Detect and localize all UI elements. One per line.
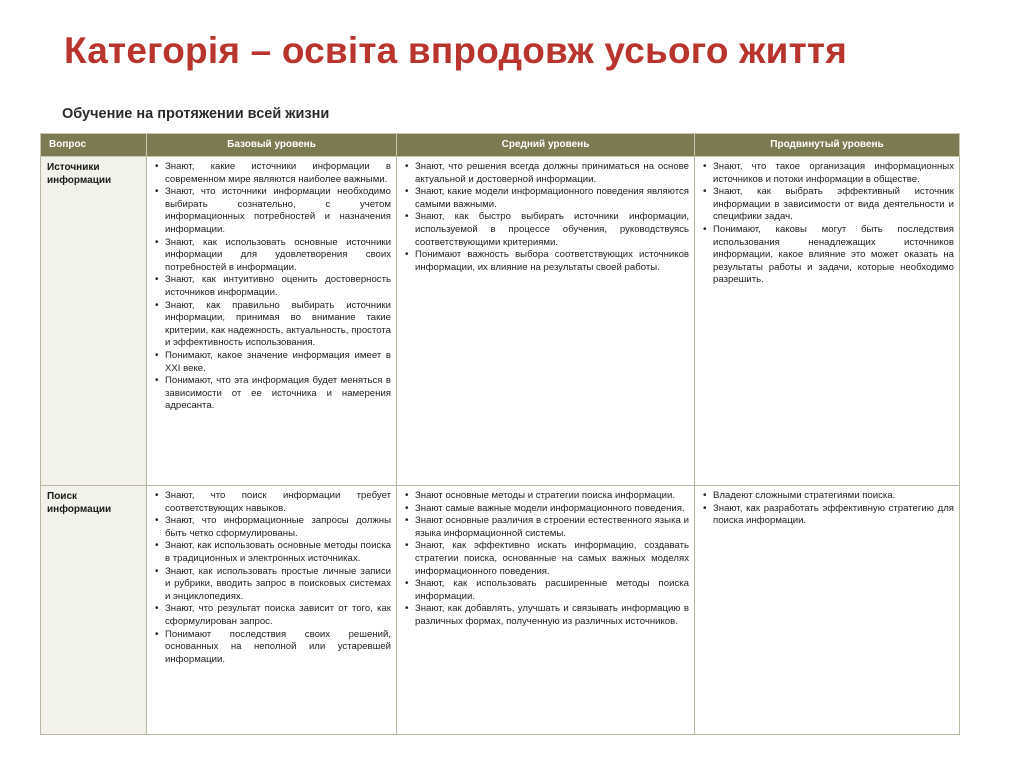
list-item: • Знают, как выбрать эффективный источник информации в зависимости от вида деятельности и специфики задач. xyxy=(700,186,954,224)
list-item: • Знают, как правильно выбирать источники информации, принимая во внимание такие критерии, как надежность, актуальность, простота и эффективность использования. xyxy=(152,300,391,350)
column-header-question: Вопрос xyxy=(41,134,147,157)
list-item: • Понимают важность выбора соответствующих источников информации, их влияние на результаты своей работы. xyxy=(402,249,689,274)
list-item: • Знают, что поиск информации требует соответствующих навыков. xyxy=(152,490,391,515)
list-item: • Знают, как использовать основные методы поиска в традиционных и электронных источниках. xyxy=(152,540,391,565)
basic-level-cell xyxy=(147,157,397,486)
bullet-list xyxy=(700,161,954,287)
list-item: • Знают основные различия в строении естественного языка и языка информационной системы. xyxy=(402,515,689,540)
bullet-list xyxy=(700,490,954,528)
list-item: • Знают, как быстро выбирать источники информации, используемой в процессе обучения, руководствуясь соответствующими критериями. xyxy=(402,211,689,249)
slide-title: Категорія – освіта впродовж усього життя xyxy=(64,30,847,71)
list-item: • Знают, как использовать основные источники информации для удовлетворения своих потребностей в информации. xyxy=(152,237,391,275)
list-item: • Знают основные методы и стратегии поиска информации. xyxy=(402,490,689,503)
list-item: • Знают, что информационные запросы должны быть четко сформулированы. xyxy=(152,515,391,540)
list-item: • Знают, какие источники информации в современном мире являются наиболее важными. xyxy=(152,161,391,186)
table-header-row xyxy=(41,134,960,157)
row-question: Источники информации xyxy=(41,157,147,486)
basic-level-cell xyxy=(147,486,397,735)
list-item: • Знают, как разработать эффективную стратегию для поиска информации. xyxy=(700,503,954,528)
bullet-list xyxy=(152,161,391,413)
list-item: • Понимают, что эта информация будет меняться в зависимости от ее источника и намерения адресанта. xyxy=(152,375,391,413)
list-item: • Знают, что решения всегда должны приниматься на основе актуальной и достоверной информации. xyxy=(402,161,689,186)
column-header-advanced: Продвинутый уровень xyxy=(695,134,960,157)
competency-table xyxy=(40,133,960,735)
list-item: • Знают, какие модели информационного поведения являются самыми важными. xyxy=(402,186,689,211)
row-question: Поиск информации xyxy=(41,486,147,735)
column-header-basic: Базовый уровень xyxy=(147,134,397,157)
list-item: • Знают, как эффективно искать информацию, создавать стратегии поиска, основанные на самых важных моделях информационного поведения. xyxy=(402,540,689,578)
list-item: • Знают, что источники информации необходимо выбирать сознательно, с учетом информационных потребностей и назначения информации. xyxy=(152,186,391,236)
list-item: • Знают, как интуитивно оценить достоверность источников информации. xyxy=(152,274,391,299)
list-item: • Владеют сложными стратегиями поиска. xyxy=(700,490,954,503)
list-item: • Знают, как добавлять, улучшать и связывать информацию в различных формах, полученную из различных источников. xyxy=(402,603,689,628)
column-header-intermediate: Средний уровень xyxy=(397,134,695,157)
table-row xyxy=(41,157,960,486)
list-item: • Знают самые важные модели информационного поведения. xyxy=(402,503,689,516)
list-item: • Понимают, каковы могут быть последствия использования ненадлежащих источников информации, какое влияние это может оказать на результаты работы и задачи, которые необходимо разрешить. xyxy=(700,224,954,287)
bullet-list xyxy=(402,490,689,629)
bullet-list xyxy=(402,161,689,274)
intermediate-level-cell xyxy=(397,486,695,735)
list-item: • Понимают последствия своих решений, основанных на неполной или устаревшей информации. xyxy=(152,629,391,667)
list-item: • Знают, как использовать простые личные записи и рубрики, вводить запрос в поисковых системах и энциклопедиях. xyxy=(152,566,391,604)
list-item: • Знают, что такое организация информационных источников и потоки информации в обществе. xyxy=(700,161,954,186)
list-item: • Знают, как использовать расширенные методы поиска информации. xyxy=(402,578,689,603)
bullet-list xyxy=(152,490,391,666)
advanced-level-cell xyxy=(695,157,960,486)
table-row xyxy=(41,486,960,735)
document-title: Обучение на протяжении всей жизни xyxy=(62,106,330,122)
list-item: • Знают, что результат поиска зависит от того, как сформулирован запрос. xyxy=(152,603,391,628)
intermediate-level-cell xyxy=(397,157,695,486)
advanced-level-cell xyxy=(695,486,960,735)
list-item: • Понимают, какое значение информация имеет в XXI веке. xyxy=(152,350,391,375)
